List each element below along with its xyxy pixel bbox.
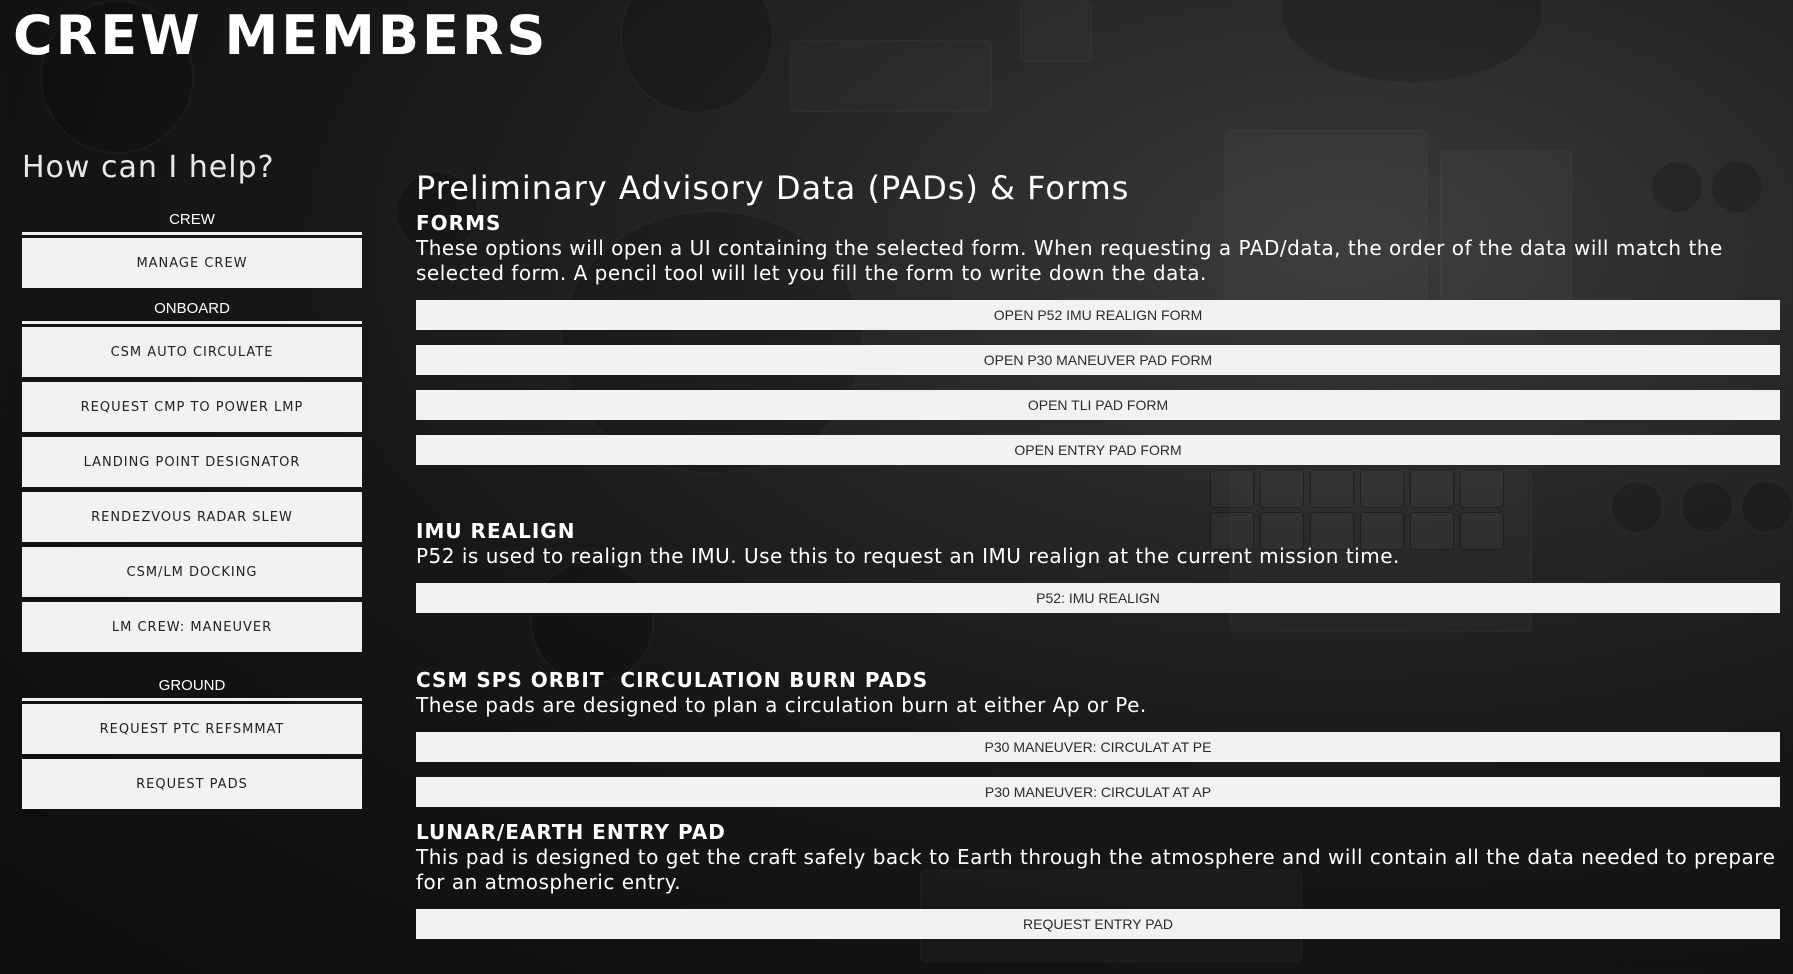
forms-description: These options will open a UI containing the selected form. When requesting a PAD/data, the order of the data will match the selected form. A pencil tool will let you fill the form to write down the data. (416, 236, 1723, 285)
p52-imu-realign-button[interactable]: P52: IMU REALIGN (416, 583, 1780, 613)
request-entry-pad-button[interactable]: REQUEST ENTRY PAD (416, 909, 1780, 939)
request-pads-button[interactable]: REQUEST PADS (22, 759, 362, 809)
imu-realign-heading: IMU REALIGN (416, 519, 576, 543)
help-heading: How can I help? (22, 150, 275, 185)
csm-lm-docking-button[interactable]: CSM/LM DOCKING (22, 547, 362, 597)
request-cmp-power-lmp-button[interactable]: REQUEST CMP TO POWER LMP (22, 382, 362, 432)
circulation-burn-heading: CSM SPS ORBIT CIRCULATION BURN PADS (416, 668, 929, 692)
circulation-burn-description: These pads are designed to plan a circulation burn at either Ap or Pe. (416, 693, 1147, 717)
request-ptc-refsmmat-button[interactable]: REQUEST PTC REFSMMAT (22, 704, 362, 754)
open-p52-form-button[interactable]: OPEN P52 IMU REALIGN FORM (416, 300, 1780, 330)
csm-auto-circulate-button[interactable]: CSM AUTO CIRCULATE (22, 327, 362, 377)
circulat-at-pe-button[interactable]: P30 MANEUVER: CIRCULAT AT PE (416, 732, 1780, 762)
circulat-at-ap-button[interactable]: P30 MANEUVER: CIRCULAT AT AP (416, 777, 1780, 807)
rendezvous-radar-slew-button[interactable]: RENDEZVOUS RADAR SLEW (22, 492, 362, 542)
group-label-crew: CREW (22, 208, 362, 235)
imu-realign-description: P52 is used to realign the IMU. Use this to request an IMU realign at the current mission time. (416, 544, 1400, 568)
entry-pad-description: This pad is designed to get the craft safely back to Earth through the atmosphere and will contain all the data needed to prepare for an atmospheric entry. (416, 845, 1776, 894)
open-entry-form-button[interactable]: OPEN ENTRY PAD FORM (416, 435, 1780, 465)
main-content (416, 166, 1780, 954)
group-label-onboard: ONBOARD (22, 297, 362, 324)
lm-crew-maneuver-button[interactable]: LM CREW: MANEUVER (22, 602, 362, 652)
open-tli-form-button[interactable]: OPEN TLI PAD FORM (416, 390, 1780, 420)
entry-pad-heading: LUNAR/EARTH ENTRY PAD (416, 820, 726, 844)
landing-point-designator-button[interactable]: LANDING POINT DESIGNATOR (22, 437, 362, 487)
open-p30-form-button[interactable]: OPEN P30 MANEUVER PAD FORM (416, 345, 1780, 375)
sidebar (22, 208, 362, 814)
manage-crew-button[interactable]: MANAGE CREW (22, 238, 362, 288)
group-label-ground: GROUND (22, 674, 362, 701)
forms-heading: FORMS (416, 211, 502, 235)
page-title: CREW MEMBERS (13, 4, 549, 67)
section-title: Preliminary Advisory Data (PADs) & Forms (416, 169, 1130, 207)
